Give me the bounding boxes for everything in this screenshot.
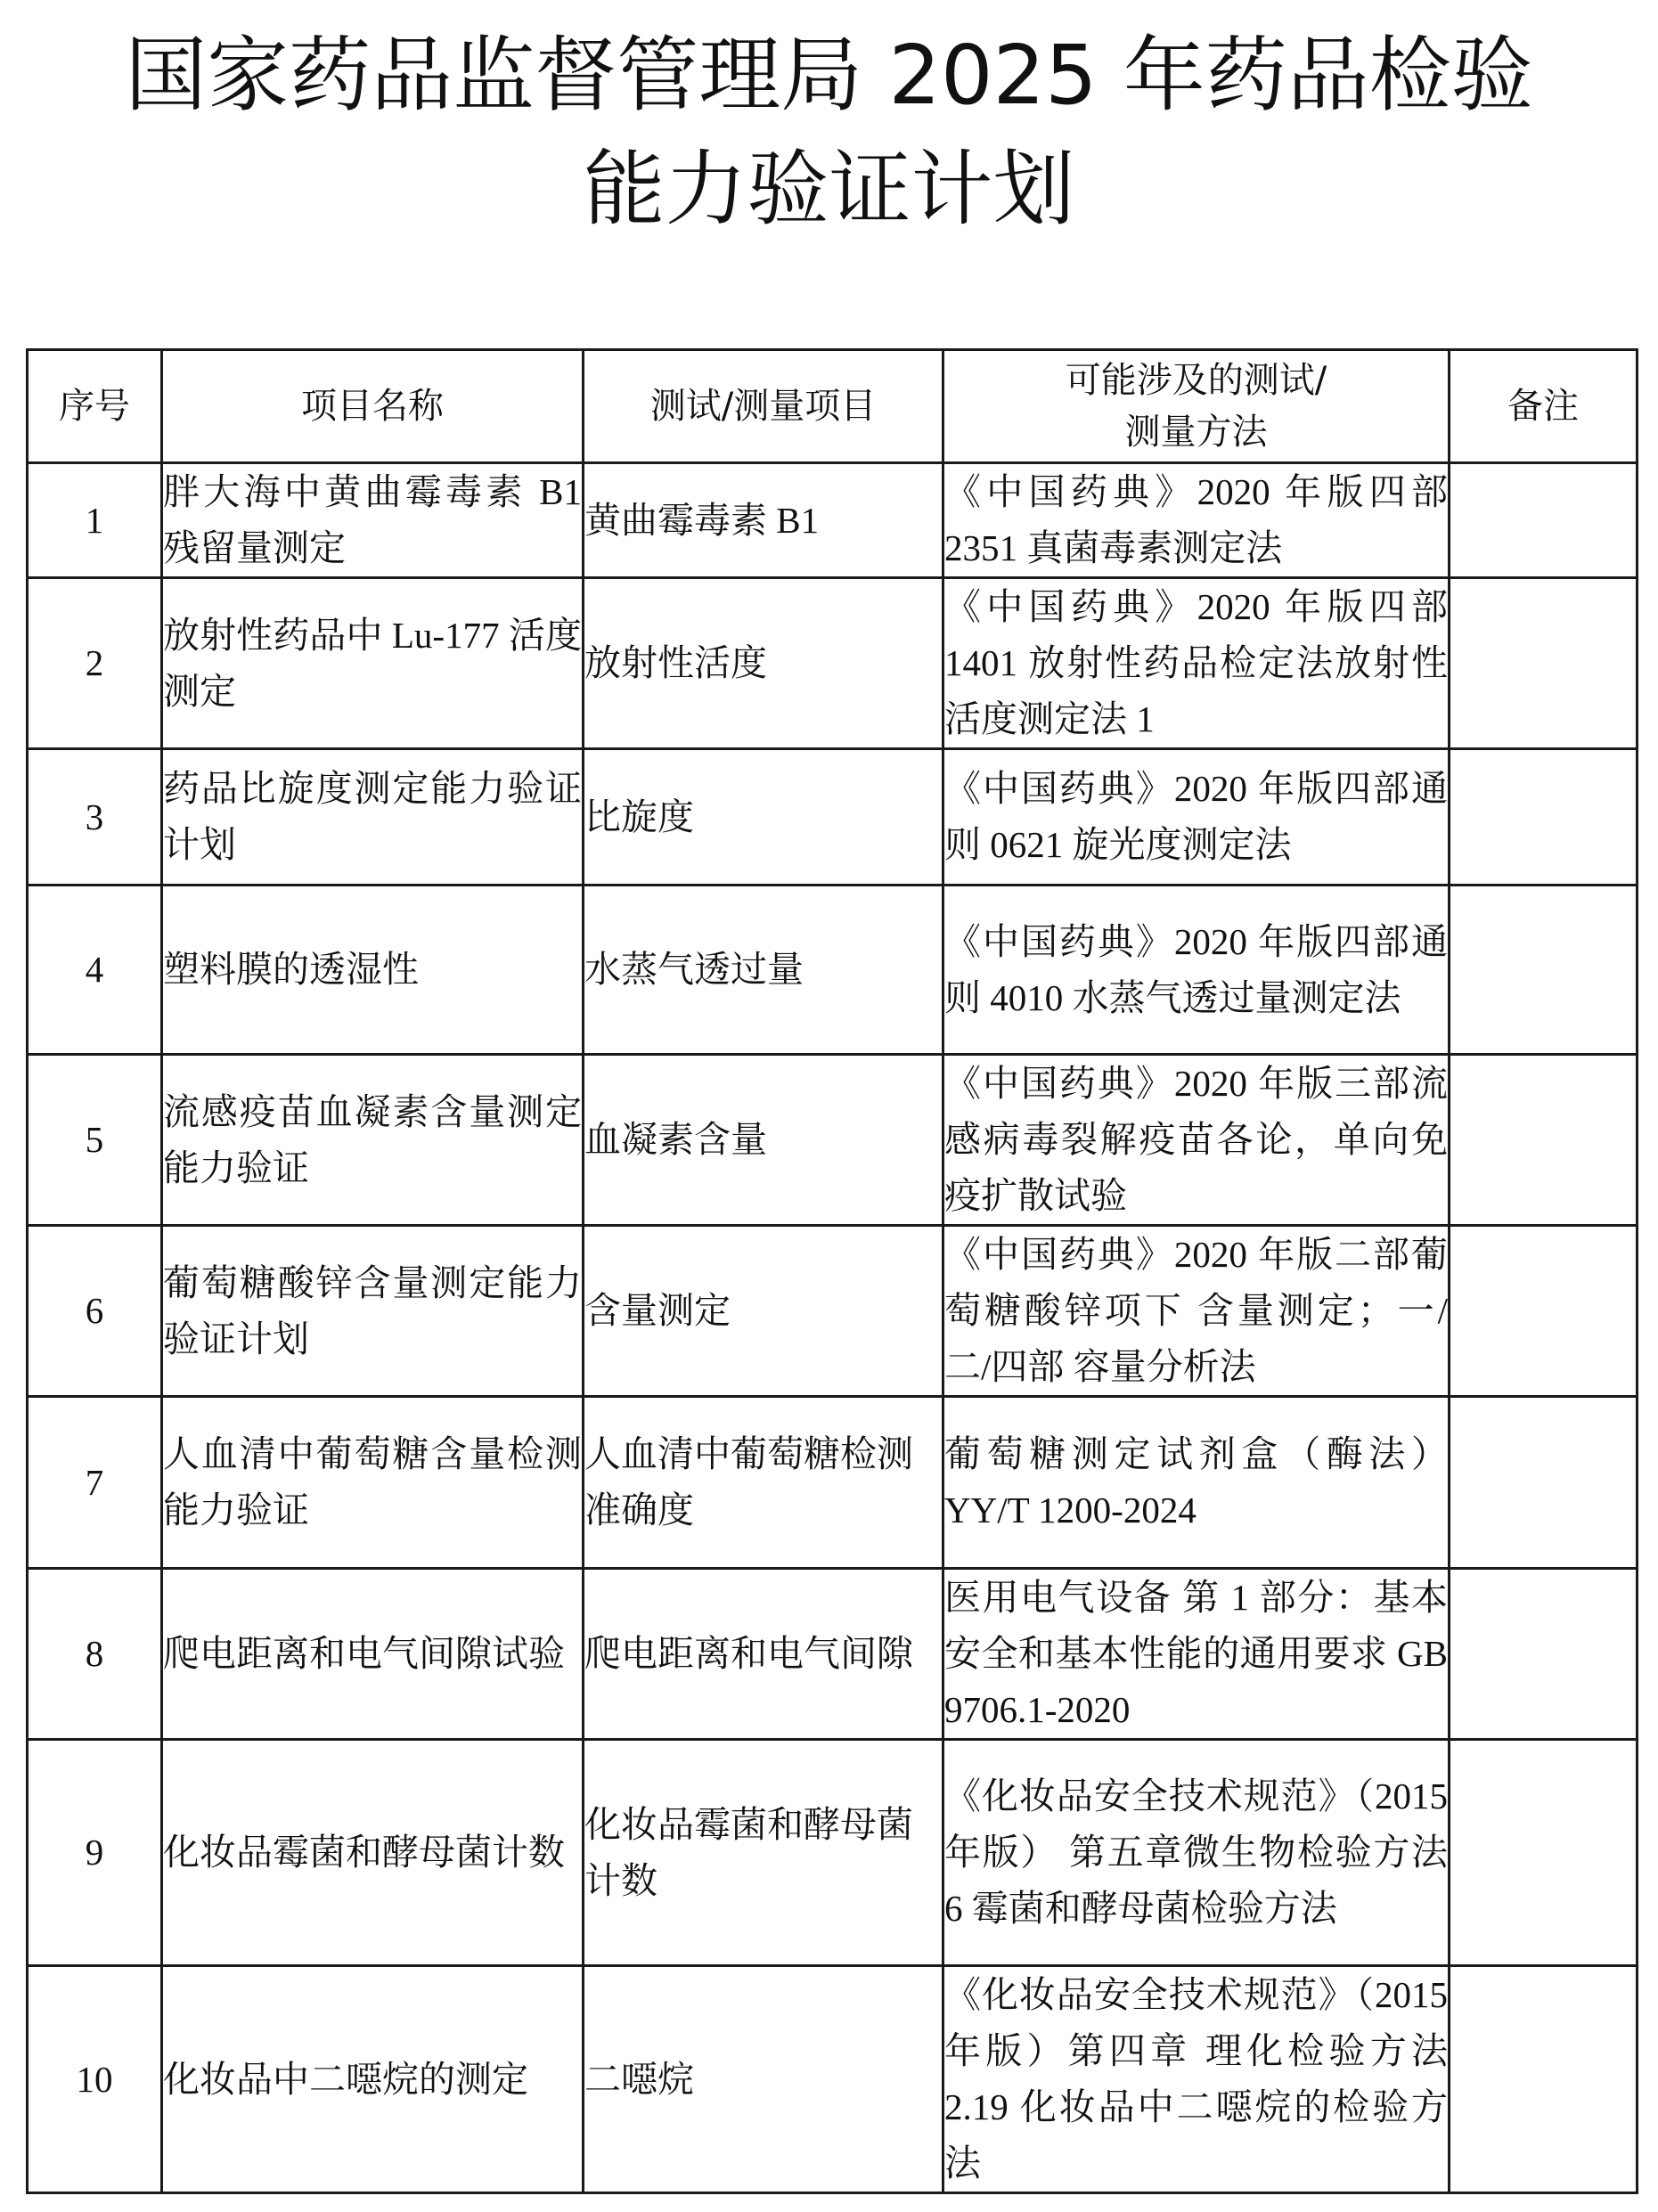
- row-test-item: 比旋度: [584, 749, 943, 886]
- row-test-method: 《中国药典》2020 年版四部通则 4010 水蒸气透过量测定法: [943, 886, 1450, 1055]
- row-project-name: 放射性药品中 Lu-177 活度测定: [162, 578, 584, 749]
- table-row: [28, 886, 1638, 1055]
- row-note: [1450, 1055, 1638, 1226]
- row-test-method: 《中国药典》2020 年版四部 1401 放射性药品检定法放射性活度测定法 1: [943, 578, 1450, 749]
- row-project-name: 葡萄糖酸锌含量测定能力验证计划: [162, 1226, 584, 1397]
- row-test-item: 含量测定: [584, 1226, 943, 1397]
- row-note: [1450, 1569, 1638, 1740]
- row-index: 1: [28, 463, 162, 578]
- table-row: [28, 1226, 1638, 1397]
- row-note: [1450, 463, 1638, 578]
- header-test-item: 测试/测量项目: [584, 350, 943, 463]
- row-project-name: 化妆品中二噁烷的测定: [162, 1966, 584, 2193]
- table-row: [28, 1966, 1638, 2193]
- table-row: [28, 749, 1638, 886]
- row-project-name: 胖大海中黄曲霉毒素 B1 残留量测定: [162, 463, 584, 578]
- row-note: [1450, 749, 1638, 886]
- table-row: [28, 1397, 1638, 1569]
- row-index: 4: [28, 886, 162, 1055]
- row-test-method: 《化妆品安全技术规范》（2015 年版） 第五章微生物检验方法 6 霉菌和酵母菌检验方法: [943, 1740, 1450, 1966]
- row-index: 7: [28, 1397, 162, 1569]
- row-index: 5: [28, 1055, 162, 1226]
- table-row: [28, 463, 1638, 578]
- table-row: [28, 1569, 1638, 1740]
- row-test-method: 《中国药典》2020 年版三部流感病毒裂解疫苗各论，单向免疫扩散试验: [943, 1055, 1450, 1226]
- header-test-method-line-1: 可能涉及的测试/: [1065, 360, 1327, 401]
- row-test-method: 《中国药典》2020 年版四部 2351 真菌毒素测定法: [943, 463, 1450, 578]
- row-test-item: 二噁烷: [584, 1966, 943, 2193]
- row-test-method: 《中国药典》2020 年版四部通则 0621 旋光度测定法: [943, 749, 1450, 886]
- row-note: [1450, 578, 1638, 749]
- row-note: [1450, 1740, 1638, 1966]
- row-note: [1450, 1226, 1638, 1397]
- table-row: [28, 1740, 1638, 1966]
- row-index: 8: [28, 1569, 162, 1740]
- proficiency-testing-plan-table: [26, 348, 1638, 2194]
- row-index: 2: [28, 578, 162, 749]
- row-project-name: 人血清中葡萄糖含量检测能力验证: [162, 1397, 584, 1569]
- document-title-line-2: 能力验证计划: [583, 142, 1075, 237]
- row-index: 3: [28, 749, 162, 886]
- row-test-method: 《化妆品安全技术规范》（2015 年版）第四章 理化检验方法 2.19 化妆品中二噁烷的检验方法: [943, 1966, 1450, 2193]
- row-test-item: 人血清中葡萄糖检测准确度: [584, 1397, 943, 1569]
- row-test-method: 《中国药典》2020 年版二部葡萄糖酸锌项下 含量测定；一/二/四部 容量分析法: [943, 1226, 1450, 1397]
- row-index: 9: [28, 1740, 162, 1966]
- row-test-item: 水蒸气透过量: [584, 886, 943, 1055]
- table-header-row: [28, 350, 1638, 463]
- row-note: [1450, 1397, 1638, 1569]
- row-test-method: 葡萄糖测定试剂盒（酶法）YY/T 1200-2024: [943, 1397, 1450, 1569]
- header-index: 序号: [28, 350, 162, 463]
- row-project-name: 药品比旋度测定能力验证计划: [162, 749, 584, 886]
- row-index: 10: [28, 1966, 162, 2193]
- header-project-name: 项目名称: [162, 350, 584, 463]
- row-test-item: 黄曲霉毒素 B1: [584, 463, 943, 578]
- table-row: [28, 1055, 1638, 1226]
- header-test-method-line-2: 测量方法: [1124, 412, 1268, 453]
- row-project-name: 爬电距离和电气间隙试验: [162, 1569, 584, 1740]
- table-row: [28, 578, 1638, 749]
- row-test-item: 放射性活度: [584, 578, 943, 749]
- header-test-method: [943, 350, 1450, 463]
- header-note: 备注: [1450, 350, 1638, 463]
- row-project-name: 塑料膜的透湿性: [162, 886, 584, 1055]
- row-test-item: 化妆品霉菌和酵母菌计数: [584, 1740, 943, 1966]
- row-test-item: 爬电距离和电气间隙: [584, 1569, 943, 1740]
- row-test-method: 医用电气设备 第 1 部分：基本安全和基本性能的通用要求 GB 9706.1-2020: [943, 1569, 1450, 1740]
- row-project-name: 化妆品霉菌和酵母菌计数: [162, 1740, 584, 1966]
- row-index: 6: [28, 1226, 162, 1397]
- row-note: [1450, 1966, 1638, 2193]
- document-title-line-1: 国家药品监督管理局 2025 年药品检验: [125, 28, 1533, 123]
- row-note: [1450, 886, 1638, 1055]
- row-project-name: 流感疫苗血凝素含量测定能力验证: [162, 1055, 584, 1226]
- row-test-item: 血凝素含量: [584, 1055, 943, 1226]
